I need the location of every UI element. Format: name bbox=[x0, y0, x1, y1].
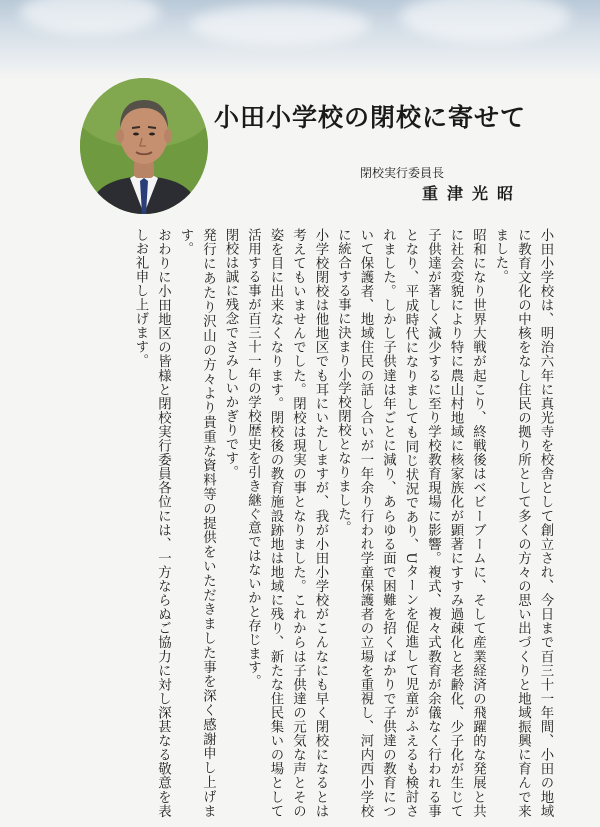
page-title: 小田小学校の閉校に寄せて bbox=[214, 103, 527, 132]
paragraph: 小学校閉校は他地区でも耳にいたしますが、我が小田小学校がこんなにも早く閉校になるとは考えてもいませんでした。閉校は現実の事となりました。これからは子供達の元気な声とその姿を目に出来なくなります。閉校後の教育施設跡地は地域に残り、新たな住民集いの場として活用する事が百三十一年の学校歴史を引き継ぐ意ではないかと存じます。 bbox=[245, 228, 328, 818]
paragraph: 小田小学校は、明治六年に真光寺を校舎として創立され、今日まで百三十一年間、小田の地域に教育文化の中核をなし住民の拠り所として多くの方々の思い出づくりと地域振興に育んで来ました。 bbox=[493, 228, 553, 818]
paragraph: 昭和になり世界大戦が起こり、終戦後はベビーブームに、そして産業経済の飛躍的な発展と共に社会変貌により特に農山村地域に核家族化が顕著にすすみ過疎化と老齢化、少子化が生じて子供達が著しく減少するに至り学校教育現場に影響。複式、複々式教育が余儀なく行われる事となり、平成時代になりましても同じ状況であり、Uターンを促進して児童がふえるも検討されました。しかし子供達は年ごとに減り、あらゆる面で困難を招くばかりで子供達の教育について保護者、地域住民の話し合いが一年余り行われ学童保護者の立場を重視し、河内西小学校に統合する事に決まり小学校閉校となりました。 bbox=[335, 228, 486, 818]
sky-banner bbox=[0, 0, 600, 80]
paragraph: おわりに小田地区の皆様と閉校実行委員各位には、一方ならぬご協力に対し深甚なる敬意を表しお礼申し上げます。 bbox=[133, 228, 171, 818]
paragraph: 閉校は誠に残念でさみしいかぎりです。 bbox=[223, 228, 238, 480]
paragraph: 発行にあたり沢山の方々より貴重な資料等の提供をいただきました事を深く感謝申し上げます。 bbox=[178, 228, 216, 818]
author-role: 閉校実行委員長 bbox=[360, 166, 445, 180]
author-name: 重津光昭 bbox=[422, 184, 523, 203]
portrait-illustration bbox=[80, 78, 208, 214]
message-body bbox=[60, 228, 556, 818]
portrait-photo bbox=[80, 78, 208, 214]
